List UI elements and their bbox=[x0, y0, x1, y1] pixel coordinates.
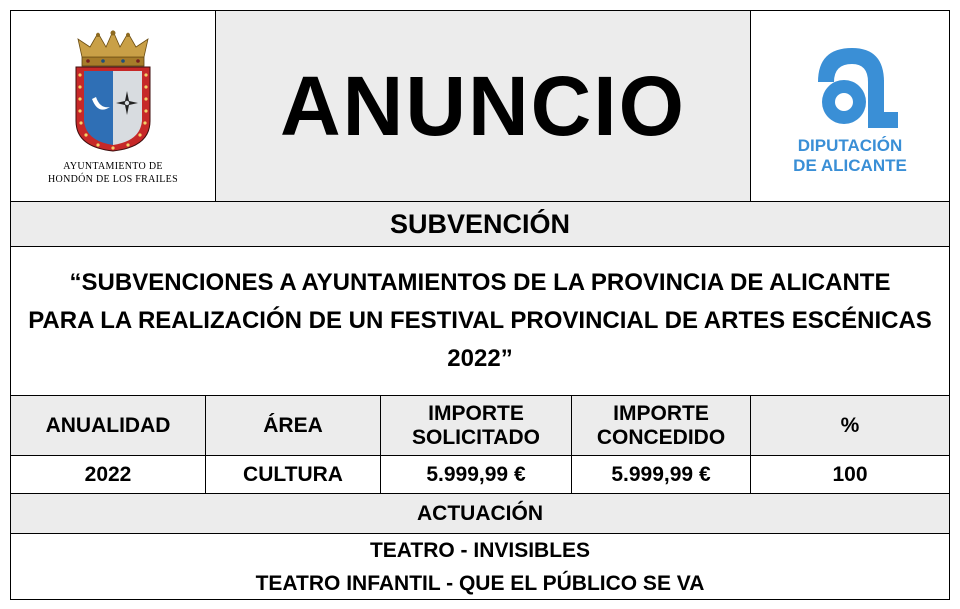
header-concedido-line2: CONCEDIDO bbox=[596, 425, 726, 449]
table-header-row bbox=[11, 396, 949, 456]
program-title bbox=[11, 247, 949, 395]
actuacion-list bbox=[11, 534, 949, 599]
program-line2: PARA LA REALIZACIÓN DE UN FESTIVAL PROVINCIAL DE ARTES ESCÉNICAS bbox=[28, 307, 932, 334]
header-importe-solicitado bbox=[381, 396, 572, 455]
header-row bbox=[11, 11, 949, 202]
header-solicitado-line2: SOLICITADO bbox=[412, 425, 540, 449]
header-anualidad: ANUALIDAD bbox=[11, 396, 206, 455]
ayuntamiento-name bbox=[48, 160, 178, 186]
header-solicitado-line1: IMPORTE bbox=[428, 402, 524, 426]
table-row bbox=[11, 456, 949, 494]
actuacion-item-1: TEATRO - INVISIBLES bbox=[369, 538, 591, 562]
actuacion-item-2: TEATRO INFANTIL - QUE EL PÚBLICO SE VA bbox=[255, 571, 705, 595]
header-importe-concedido bbox=[572, 396, 751, 455]
ayuntamiento-line2: HONDÓN DE LOS FRAILES bbox=[48, 174, 178, 185]
header-concedido-line1: IMPORTE bbox=[613, 402, 709, 426]
announcement-document bbox=[10, 10, 950, 600]
program-line1: “SUBVENCIONES A AYUNTAMIENTOS DE LA PROVINCIA DE ALICANTE bbox=[69, 269, 891, 296]
diputacion-panel bbox=[751, 11, 949, 201]
actuacion-items-row bbox=[11, 534, 949, 599]
actuacion-row bbox=[11, 494, 949, 534]
ayuntamiento-panel bbox=[11, 11, 216, 201]
subvencion-row bbox=[11, 202, 949, 247]
header-percent: % bbox=[840, 413, 860, 437]
diputacion-alicante-logo-icon bbox=[800, 30, 900, 130]
diputacion-line2: DE ALICANTE bbox=[793, 156, 907, 175]
ayuntamiento-line1: AYUNTAMIENTO DE bbox=[63, 161, 163, 172]
program-row bbox=[11, 247, 949, 396]
program-line3: 2022” bbox=[447, 345, 513, 372]
actuacion-label: ACTUACIÓN bbox=[417, 501, 543, 525]
diputacion-name bbox=[793, 136, 907, 176]
cell-area: CULTURA bbox=[206, 456, 381, 493]
header-area: ÁREA bbox=[206, 396, 381, 455]
title-panel bbox=[216, 11, 751, 201]
cell-anualidad: 2022 bbox=[11, 456, 206, 493]
cell-percent: 100 bbox=[832, 462, 868, 486]
cell-importe-solicitado: 5.999,99 € bbox=[381, 456, 572, 493]
municipal-coat-of-arms-icon bbox=[68, 29, 158, 154]
page-title: ANUNCIO bbox=[280, 58, 686, 153]
subvencion-label: SUBVENCIÓN bbox=[389, 208, 571, 239]
cell-importe-concedido: 5.999,99 € bbox=[572, 456, 751, 493]
diputacion-line1: DIPUTACIÓN bbox=[797, 136, 903, 155]
